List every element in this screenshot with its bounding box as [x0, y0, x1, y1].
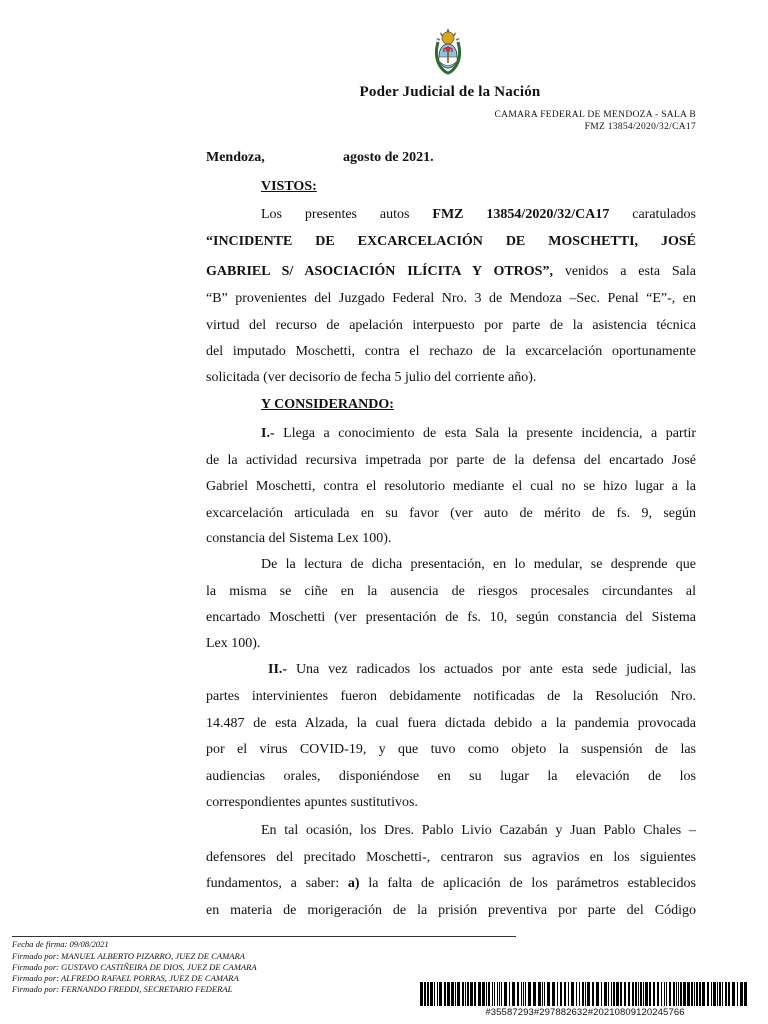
signature-line: Firmado por: GUSTAVO CASTIÑEIRA DE DIOS, JUEZ DE CAMARA: [12, 962, 257, 972]
paragraph-line: partes intervinientes fueron debidamente notificadas de la Resolución Nro.: [206, 689, 696, 704]
barcode-bar: [680, 982, 682, 1006]
barcode-bar: [523, 982, 524, 1006]
barcode-bar: [528, 982, 531, 1006]
barcode-bar: [611, 982, 612, 1006]
barcode-bar: [486, 982, 487, 1006]
file-code: FMZ 13854/2020/32/CA17: [584, 122, 696, 132]
barcode-bar: [420, 982, 423, 1006]
paragraph-line: “B” provenientes del Juzgado Federal Nro. 3 de Mendoza –Sec. Penal “E”-, en: [206, 291, 696, 306]
barcode-text: #35587293#297882632#20210809120245766: [485, 1007, 685, 1018]
barcode-bar: [628, 982, 630, 1006]
barcode-bar: [737, 982, 738, 1006]
barcode-bar: [517, 982, 519, 1006]
barcode-bar: [732, 982, 735, 1006]
paragraph-line: Lex 100).: [206, 636, 261, 651]
barcode-bar: [544, 982, 545, 1006]
barcode-bar: [451, 982, 454, 1006]
barcode-bar: [696, 982, 698, 1006]
paragraph-line: encartado Moschetti (ver presentación de fs. 10, según constancia del Sistema: [206, 610, 696, 625]
signature-line: Firmado por: MANUEL ALBERTO PIZARRO, JUEZ DE CAMARA: [12, 951, 245, 961]
barcode-bar: [447, 982, 450, 1006]
institution-title: Poder Judicial de la Nación: [359, 84, 541, 100]
barcode-bar: [509, 982, 510, 1006]
barcode-bar: [624, 982, 626, 1006]
paragraph-line: de la actividad recursiva impetrada por parte de la defensa del encartado José: [206, 453, 696, 468]
barcode-bar: [521, 982, 522, 1006]
paragraph-line: 14.487 de esta Alzada, la cual fuera dictada debido a la pandemia provocada: [206, 716, 696, 731]
barcode-bar: [424, 982, 426, 1006]
barcode-bar: [673, 982, 675, 1006]
barcode-bar: [482, 982, 485, 1006]
barcode-bar: [711, 982, 712, 1006]
barcode-bar: [587, 982, 590, 1006]
barcode-bar: [504, 982, 507, 1006]
barcode-bar: [560, 982, 562, 1006]
barcode-bar: [478, 982, 481, 1006]
barcode-bar: [632, 982, 634, 1006]
paragraph-line: solicitada (ver decisorio de fecha 5 julio del corriente año).: [206, 370, 537, 385]
paragraph-line: Los presentes autos FMZ 13854/2020/32/CA17 caratulados: [261, 207, 696, 222]
barcode-bar: [474, 982, 476, 1006]
barcode-bar: [643, 982, 644, 1006]
paragraph-line: “INCIDENTE DE EXCARCELACIÓN DE MOSCHETTI, JOSÉ: [206, 234, 696, 249]
paragraph-line: constancia del Sistema Lex 100).: [206, 531, 392, 546]
barcode-bar: [661, 982, 662, 1006]
barcode-bar: [579, 982, 580, 1006]
paragraph-line: En tal ocasión, los Dres. Pablo Livio Cazabán y Juan Pablo Chales –: [261, 823, 696, 838]
barcode-bar: [576, 982, 577, 1006]
paragraph-line: Gabriel Moschetti, contra el resolutorio mediante el cual no se hizo lugar a la: [206, 479, 696, 494]
barcode-bar: [467, 982, 469, 1006]
barcode-bar: [744, 982, 747, 1006]
paragraph-line: del imputado Moschetti, contra el rechazo de la excarcelación oportunamente: [206, 344, 696, 359]
paragraph-line: virtud del recurso de apelación interpuesto por parte de la asistencia técnica: [206, 318, 696, 333]
barcode-bar: [740, 982, 743, 1006]
paragraph-line: correspondientes apuntes sustitutivos.: [206, 795, 418, 810]
barcode-bar: [430, 982, 433, 1006]
barcode-bar: [497, 982, 498, 1006]
paragraph-line: II.- Una vez radicados los actuados por ante esta sede judicial, las: [268, 662, 697, 677]
barcode-bar: [702, 982, 705, 1006]
barcode-bar: [717, 982, 718, 1006]
paragraph-line: fundamentos, a saber: a) la falta de aplicación de los parámetros establecidos: [206, 876, 697, 891]
barcode-bar: [444, 982, 446, 1006]
barcode-bar: [585, 982, 586, 1006]
barcode-bar: [488, 982, 490, 1006]
barcode-bar: [437, 982, 438, 1006]
section-heading-vistos: VISTOS:: [261, 179, 317, 194]
barcode-bar: [564, 982, 566, 1006]
barcode-bar: [664, 982, 665, 1006]
paragraph-line: la misma se ciñe en la ausencia de riesgos procesales circundantes al: [206, 584, 696, 599]
barcode-bar: [499, 982, 500, 1006]
signature-divider: [12, 936, 516, 937]
barcode-bar: [571, 982, 574, 1006]
barcode-bar: [542, 982, 543, 1006]
barcode-bar: [645, 982, 648, 1006]
barcode-bar: [492, 982, 493, 1006]
signature-line: Firmado por: FERNANDO FREDDI, SECRETARIO FEDERAL: [12, 984, 233, 994]
barcode-bar: [719, 982, 721, 1006]
barcode-bar: [455, 982, 456, 1006]
barcode-bar: [653, 982, 655, 1006]
paragraph-line: I.- Llega a conocimiento de esta Sala la presente incidencia, a partir: [261, 426, 697, 441]
barcode-bar: [427, 982, 429, 1006]
date-month-year: agosto de 2021.: [343, 150, 434, 165]
date-city: Mendoza,: [206, 150, 265, 165]
barcode-bar: [538, 982, 541, 1006]
barcode-bar: [501, 982, 502, 1006]
barcode-bar: [547, 982, 550, 1006]
barcode-bar: [657, 982, 659, 1006]
section-heading-considerando: Y CONSIDERANDO:: [261, 397, 394, 412]
barcode-bar: [494, 982, 495, 1006]
barcode-bar: [533, 982, 536, 1006]
barcode-bar: [620, 982, 622, 1006]
paragraph-line: GABRIEL S/ ASOCIACIÓN ILÍCITA Y OTROS”, venidos a esta Sala: [206, 264, 697, 279]
signature-line: Firmado por: ALFREDO RAFAEL PORRAS, JUEZ DE CAMARA: [12, 973, 239, 983]
chamber-name: CAMARA FEDERAL DE MENDOZA - SALA B: [494, 110, 696, 120]
barcode-bar: [465, 982, 466, 1006]
barcode-bar: [640, 982, 642, 1006]
barcode-bar: [613, 982, 615, 1006]
barcode-bar: [608, 982, 609, 1006]
barcode-bar: [512, 982, 515, 1006]
paragraph-line: defensores del precitado Moschetti-, centraron sus agravios en los siguientes: [206, 850, 696, 865]
barcode-bar: [568, 982, 569, 1006]
barcode-bar: [699, 982, 701, 1006]
barcode-bar: [592, 982, 594, 1006]
barcode-bar: [616, 982, 619, 1006]
barcode-bar: [666, 982, 667, 1006]
barcode-bar: [691, 982, 693, 1006]
barcode-bar: [457, 982, 460, 1006]
barcode-bar: [434, 982, 435, 1006]
barcode-bar: [604, 982, 607, 1006]
paragraph-line: audiencias orales, disponiéndose en su lugar la elevación de los: [206, 769, 696, 784]
barcode: [420, 982, 750, 1006]
barcode-bar: [638, 982, 639, 1006]
barcode-bar: [582, 982, 584, 1006]
national-coat-of-arms-icon: [430, 26, 466, 76]
barcode-bar: [596, 982, 599, 1006]
barcode-bar: [557, 982, 558, 1006]
barcode-bar: [728, 982, 730, 1006]
barcode-bar: [470, 982, 473, 1006]
barcode-bar: [722, 982, 723, 1006]
barcode-bar: [635, 982, 637, 1006]
barcode-bar: [678, 982, 679, 1006]
paragraph-line: excarcelación articulada en su favor (ver auto de mérito de fs. 9, según: [206, 506, 696, 521]
barcode-bar: [713, 982, 716, 1006]
barcode-bar: [669, 982, 671, 1006]
barcode-bar: [694, 982, 695, 1006]
date-line: [206, 150, 696, 166]
barcode-bar: [683, 982, 686, 1006]
barcode-bar: [525, 982, 526, 1006]
barcode-bar: [552, 982, 555, 1006]
signature-date: Fecha de firma: 09/08/2021: [12, 939, 109, 949]
barcode-bar: [649, 982, 651, 1006]
barcode-bar: [439, 982, 442, 1006]
barcode-bar: [707, 982, 709, 1006]
barcode-bar: [687, 982, 690, 1006]
paragraph-line: por el virus COVID-19, y que tuvo como objeto la suspensión de las: [206, 742, 696, 757]
paragraph-line: De la lectura de dicha presentación, en lo medular, se desprende que: [261, 557, 696, 572]
barcode-bar: [601, 982, 602, 1006]
barcode-bar: [725, 982, 727, 1006]
barcode-bar: [462, 982, 464, 1006]
paragraph-line: en materia de morigeración de la prisión preventiva por parte del Código: [206, 903, 696, 918]
barcode-bar: [676, 982, 677, 1006]
